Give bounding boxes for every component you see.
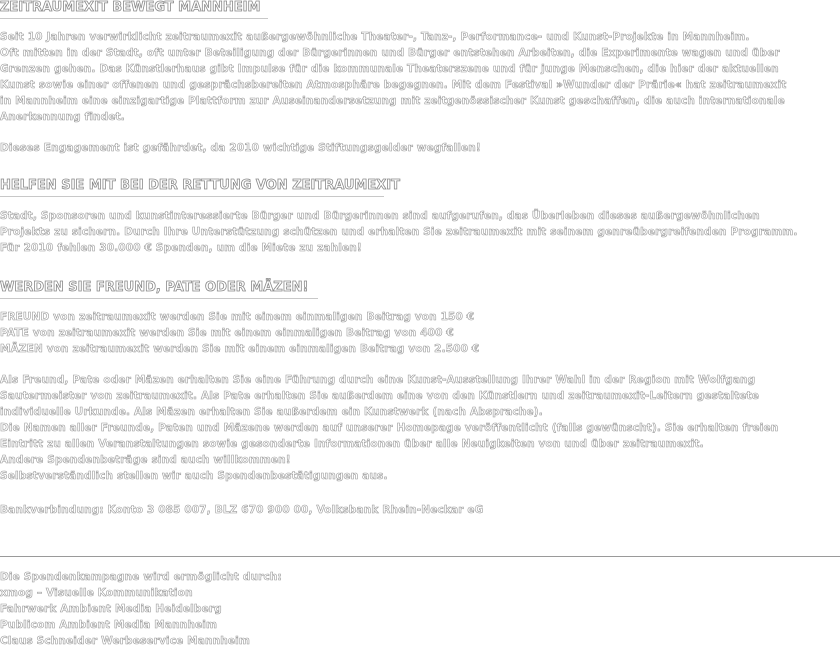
benefits-line-7: Selbstverständlich stellen wir auch Spendenbestätigungen aus.	[0, 470, 388, 482]
benefits-line-6: Andere Spendenbeträge sind auch willkommen!	[0, 454, 291, 466]
benefits-line-5: Eintritt zu allen Veranstaltungen sowie gesonderte Informationen über alle Neuigkeiten von und über zeitraumexit.	[0, 438, 704, 450]
intro-line-4: Kunst sowie einer offenen und gesprächsbereiten Atmosphäre begegnen. Mit dem Festival »Wunder der Prärie« hat zeitraumexit	[0, 79, 787, 91]
benefits-line-3: individuelle Urkunde. Als Mäzen erhalten Sie außerdem ein Kunstwerk (nach Absprache).	[0, 406, 543, 418]
rescue-line-3: Für 2010 fehlen 30.000 € Spenden, um die Miete zu zahlen!	[0, 242, 362, 254]
bank-details: Bankverbindung: Konto 3 085 007, BLZ 670 900 00, Volksbank Rhein-Neckar eG	[0, 504, 484, 516]
intro-line-3: Grenzen gehen. Das Künstlerhaus gibt Impulse für die kommunale Theaterszene und für junge Menschen, die hier der aktuellen	[0, 63, 779, 75]
sponsor-item: Fahrwerk Ambient Media Heidelberg	[0, 603, 222, 615]
benefits-line-1: Als Freund, Pate oder Mäzen erhalten Sie eine Führung durch eine Kunst-Ausstellung Ihrer Wahl in der Region mit Wolfgang	[0, 374, 756, 386]
rescue-line-1: Stadt, Sponsoren und kunstinteressierte Bürger und Bürgerinnen sind aufgerufen, das Überleben dieses außergewöhnlichen	[0, 210, 760, 222]
heading-underline	[0, 298, 318, 299]
section-heading-bewegt: ZEITRAUMEXIT BEWEGT MANNHEIM	[0, 0, 261, 15]
sponsor-item: xmog – Visuelle Kommunikation	[0, 587, 193, 599]
footer-divider	[0, 556, 840, 557]
rescue-line-2: Projekts zu sichern. Durch Ihre Unterstützung schützen und erhalten Sie zeitraumexit mit seinem genreübergreifenden Programm.	[0, 226, 798, 238]
benefits-line-2: Sautermeister von zeitraumexit. Als Pate erhalten Sie außerdem eine von den Künstlern und zeitraumexit-Leitern gestaltete	[0, 390, 759, 402]
intro-line-1: Seit 10 Jahren verwirklicht zeitraumexit außergewöhnliche Theater-, Tanz-, Performance- und Kunst-Projekte in Mannheim.	[0, 31, 750, 43]
warning-note: Dieses Engagement ist gefährdet, da 2010 wichtige Stiftungsgelder wegfallen!	[0, 142, 481, 154]
tier-maezen: MÄZEN von zeitraumexit werden Sie mit einem einmaligen Beitrag von 2.500 €	[0, 343, 480, 355]
benefits-line-4: Die Namen aller Freunde, Paten und Mäzene werden auf unserer Homepage veröffentlicht (falls gewünscht). Sie erhalten freien	[0, 422, 779, 434]
sponsor-item: Publicom Ambient Media Mannheim	[0, 619, 218, 631]
sponsors-intro: Die Spendenkampagne wird ermöglicht durch:	[0, 571, 282, 583]
intro-line-2: Oft mitten in der Stadt, oft unter Beteiligung der Bürgerinnen und Bürger entstehen Arbeiten, die Experimente wagen und über	[0, 47, 780, 59]
sponsor-item: Claus Schneider Werbeservice Mannheim	[0, 635, 251, 647]
tier-pate: PATE von zeitraumexit werden Sie mit einem einmaligen Beitrag von 400 €	[0, 327, 454, 339]
section-heading-rettung: HELFEN SIE MIT BEI DER RETTUNG VON ZEITRAUMEXIT	[0, 178, 400, 193]
heading-underline	[0, 196, 384, 197]
intro-line-5: in Mannheim eine einzigartige Plattform zur Auseinandersetzung mit zeitgenössischer Kunst geschaffen, die auch internationale	[0, 95, 785, 107]
heading-underline	[0, 18, 268, 19]
intro-line-6: Anerkennung findet.	[0, 111, 125, 123]
tier-freund: FREUND von zeitraumexit werden Sie mit einem einmaligen Beitrag von 150 €	[0, 311, 475, 323]
section-heading-freund: WERDEN SIE FREUND, PATE ODER MÄZEN!	[0, 280, 309, 295]
